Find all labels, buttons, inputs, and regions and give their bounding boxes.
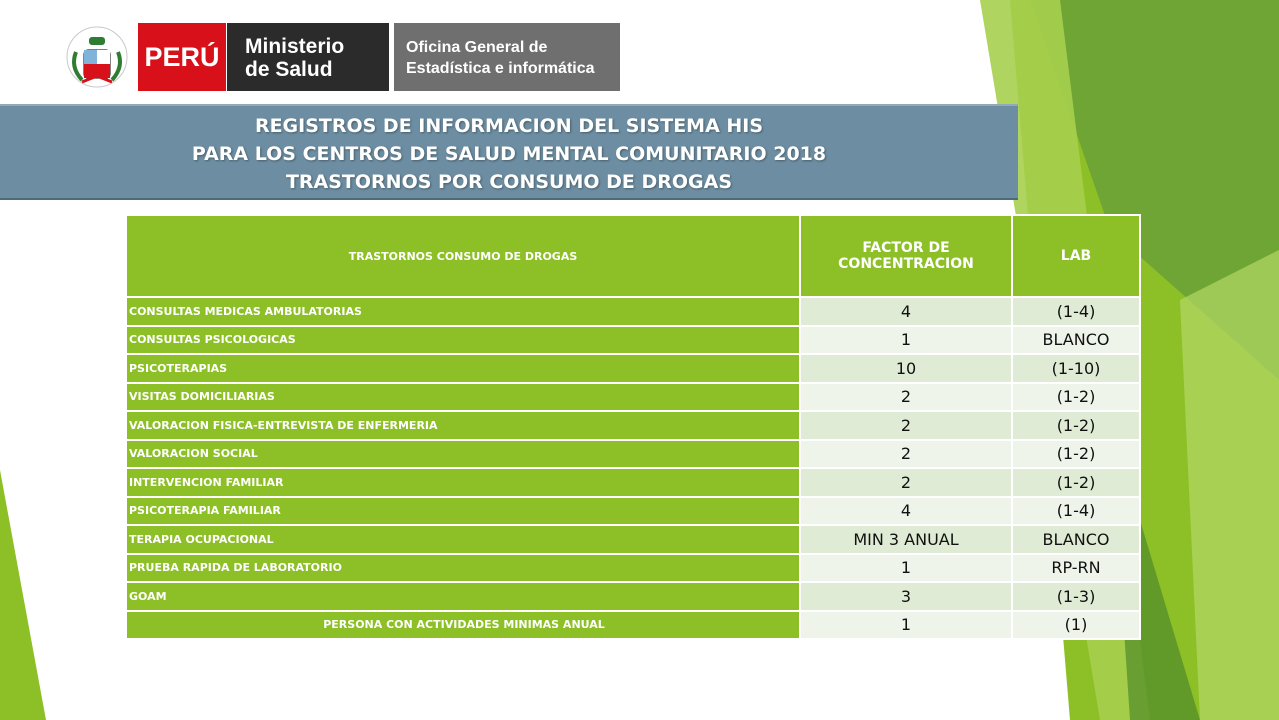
- row-factor: 1: [800, 554, 1012, 583]
- row-name: CONSULTAS PSICOLOGICAS: [126, 326, 800, 355]
- row-name: INTERVENCION FAMILIAR: [126, 468, 800, 497]
- table-row: [126, 411, 1140, 440]
- ministerio-logo: [227, 23, 389, 91]
- table-row: [126, 383, 1140, 412]
- row-factor: 10: [800, 354, 1012, 383]
- row-name: GOAM: [126, 582, 800, 611]
- row-name: PRUEBA RAPIDA DE LABORATORIO: [126, 554, 800, 583]
- row-factor: 2: [800, 383, 1012, 412]
- row-lab: (1-2): [1012, 411, 1140, 440]
- table-row: [126, 525, 1140, 554]
- row-name: VALORACION FISICA-ENTREVISTA DE ENFERMERIA: [126, 411, 800, 440]
- title-line1: REGISTROS DE INFORMACION DEL SISTEMA HIS: [254, 115, 764, 137]
- table-row: [126, 440, 1140, 469]
- row-name: VISITAS DOMICILIARIAS: [126, 383, 800, 412]
- ministerio-line1: Ministerio: [245, 35, 345, 58]
- table-row: [126, 326, 1140, 355]
- table-row: [126, 297, 1140, 326]
- header-factor: FACTOR DE CONCENTRACION: [800, 215, 1012, 297]
- oficina-logo: [394, 23, 620, 91]
- row-factor: 1: [800, 326, 1012, 355]
- row-lab: (1-4): [1012, 297, 1140, 326]
- row-name: TERAPIA OCUPACIONAL: [126, 525, 800, 554]
- title-line3: TRASTORNOS POR CONSUMO DE DROGAS: [285, 171, 733, 193]
- row-lab: BLANCO: [1012, 525, 1140, 554]
- row-lab: (1-2): [1012, 440, 1140, 469]
- row-factor: 2: [800, 440, 1012, 469]
- peru-label: PERÚ: [144, 41, 220, 72]
- header-lab: LAB: [1012, 215, 1140, 297]
- table-row: [126, 611, 1140, 640]
- table-row: [126, 497, 1140, 526]
- drug-disorders-table: [125, 214, 1141, 640]
- title-line2: PARA LOS CENTROS DE SALUD MENTAL COMUNITARIO 2018: [191, 143, 827, 165]
- row-factor: 4: [800, 297, 1012, 326]
- row-factor: 2: [800, 411, 1012, 440]
- row-factor: MIN 3 ANUAL: [800, 525, 1012, 554]
- row-factor: 4: [800, 497, 1012, 526]
- row-lab: RP-RN: [1012, 554, 1140, 583]
- row-name: PERSONA CON ACTIVIDADES MINIMAS ANUAL: [126, 611, 800, 640]
- oficina-line2: Estadística e informática: [406, 60, 595, 77]
- row-lab: (1-10): [1012, 354, 1140, 383]
- table-row: [126, 582, 1140, 611]
- row-name: PSICOTERAPIAS: [126, 354, 800, 383]
- row-lab: (1-2): [1012, 468, 1140, 497]
- row-factor: 2: [800, 468, 1012, 497]
- row-name: CONSULTAS MEDICAS AMBULATORIAS: [126, 297, 800, 326]
- header-trastornos: TRASTORNOS CONSUMO DE DROGAS: [126, 215, 800, 297]
- row-lab: BLANCO: [1012, 326, 1140, 355]
- table-header-row: [126, 215, 1140, 297]
- row-lab: (1-4): [1012, 497, 1140, 526]
- table-row: [126, 468, 1140, 497]
- peru-logo: [138, 23, 226, 91]
- row-lab: (1-2): [1012, 383, 1140, 412]
- left-green-panel: [0, 470, 46, 720]
- row-lab: (1-3): [1012, 582, 1140, 611]
- oficina-line1: Oficina General de: [406, 39, 548, 56]
- title-band: [0, 104, 1018, 200]
- coat-of-arms-icon: [62, 22, 132, 92]
- row-factor: 1: [800, 611, 1012, 640]
- row-factor: 3: [800, 582, 1012, 611]
- table-row: [126, 354, 1140, 383]
- table-row: [126, 554, 1140, 583]
- row-lab: (1): [1012, 611, 1140, 640]
- row-name: VALORACION SOCIAL: [126, 440, 800, 469]
- row-name: PSICOTERAPIA FAMILIAR: [126, 497, 800, 526]
- ministerio-line2: de Salud: [245, 58, 333, 81]
